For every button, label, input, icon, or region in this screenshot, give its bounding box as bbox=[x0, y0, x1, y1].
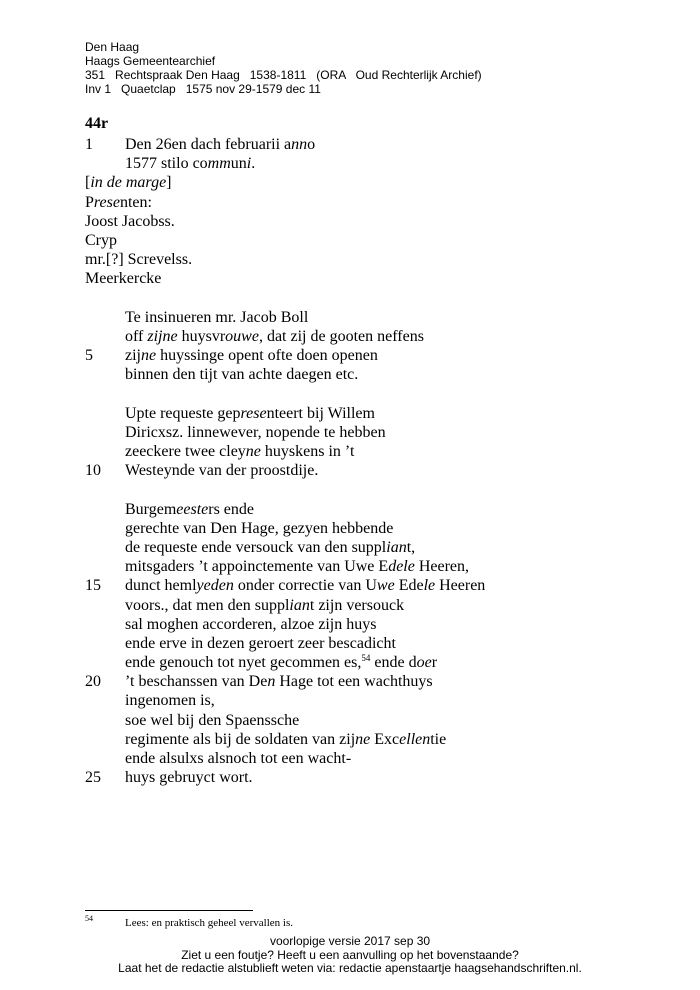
text-segment: Diricxsz. linnewever, nopende te hebben bbox=[125, 423, 386, 441]
text-segment: Ede bbox=[394, 577, 424, 595]
text-segment: Cryp bbox=[85, 231, 117, 249]
expanded-abbreviation: ne bbox=[355, 730, 371, 748]
text-segment: binnen den tijt van achte daegen etc. bbox=[125, 366, 359, 384]
expanded-abbreviation: nn bbox=[291, 136, 308, 153]
expanded-abbreviation: dele bbox=[388, 558, 415, 576]
text-segment: onder correctie van U bbox=[233, 577, 377, 595]
expanded-abbreviation: ian bbox=[386, 538, 407, 556]
text-segment: voors., dat men den suppl bbox=[125, 596, 290, 614]
text-segment: tie bbox=[430, 730, 447, 748]
text-segment: rs ende bbox=[208, 500, 255, 518]
footer-contact: Laat het de redactie alstublieft weten via: redactie apenstaartje haagsehandschriften.nl. bbox=[118, 961, 582, 975]
line-text bbox=[125, 327, 424, 346]
line-text bbox=[125, 730, 446, 749]
text-segment: Joost Jacobss. bbox=[85, 212, 175, 230]
text-segment: zij bbox=[125, 347, 141, 365]
line-text bbox=[125, 615, 376, 634]
text-segment: ende alsulxs alsnoch tot een wacht- bbox=[125, 750, 352, 767]
text-segment: t zijn versouck bbox=[309, 596, 405, 614]
text-segment: r bbox=[431, 654, 438, 672]
line-text bbox=[125, 154, 255, 173]
line-text bbox=[125, 423, 386, 442]
text-segment: ende genouch tot nyet gecommen es, bbox=[125, 654, 362, 672]
line-number: 20 bbox=[85, 673, 101, 691]
line-text bbox=[125, 365, 358, 384]
text-segment: un bbox=[230, 155, 247, 173]
text-segment: sal moghen accorderen, alzoe zijn huys bbox=[125, 615, 377, 633]
line-text bbox=[125, 596, 404, 615]
text-segment: off bbox=[125, 327, 148, 345]
expanded-abbreviation: we bbox=[376, 577, 395, 595]
text-segment: nteert bij Willem bbox=[266, 404, 375, 422]
text-segment: mitsgaders ’t appoinctemente van Uwe E bbox=[125, 558, 389, 576]
line-text bbox=[125, 404, 375, 423]
line-text bbox=[125, 461, 318, 480]
footnote-number: 54 bbox=[85, 914, 93, 923]
text-segment: , dat zij de gooten neffens bbox=[258, 327, 424, 345]
line-text bbox=[125, 346, 378, 365]
expanded-abbreviation: n bbox=[267, 673, 276, 691]
line-text bbox=[125, 500, 254, 519]
text-segment: ’t beschanssen van De bbox=[125, 673, 268, 691]
line-number: 25 bbox=[85, 769, 101, 787]
line-text bbox=[125, 557, 469, 576]
line-text bbox=[85, 193, 152, 212]
expanded-abbreviation: rese bbox=[93, 193, 120, 211]
expanded-abbreviation: rese bbox=[240, 404, 267, 422]
line-text bbox=[125, 768, 253, 787]
text-segment: de requeste ende versouck van den suppl bbox=[125, 538, 387, 556]
text-segment: [ bbox=[85, 174, 91, 192]
line-text bbox=[125, 653, 437, 672]
expanded-abbreviation: in de marge bbox=[90, 174, 167, 192]
expanded-abbreviation: ne bbox=[141, 347, 157, 365]
text-segment: t, bbox=[406, 538, 416, 556]
line-text bbox=[125, 576, 485, 595]
expanded-abbreviation: yeden bbox=[196, 577, 234, 595]
text-segment: huys gebruyct wort. bbox=[125, 769, 253, 787]
expanded-abbreviation: ne bbox=[245, 443, 261, 460]
text-segment: Upte requeste gep bbox=[125, 404, 241, 422]
header-archive: Haags Gemeentearchief bbox=[85, 54, 216, 68]
text-segment: Meerkercke bbox=[85, 270, 162, 288]
expanded-abbreviation: i bbox=[246, 155, 252, 173]
folio-number: 44r bbox=[85, 115, 109, 132]
footnote-ref: 54 bbox=[361, 653, 371, 664]
text-segment: huysvr bbox=[177, 327, 226, 345]
header-inventory: Inv 1 Quaetclap 1575 nov 29-1579 dec 11 bbox=[85, 82, 321, 96]
page-footer bbox=[0, 935, 700, 976]
line-number: 15 bbox=[85, 577, 101, 595]
expanded-abbreviation: le bbox=[423, 577, 436, 595]
line-text bbox=[125, 672, 433, 691]
line-number: 1 bbox=[85, 136, 93, 153]
text-segment: regimente als bij de soldaten van zij bbox=[125, 730, 356, 748]
line-text bbox=[125, 691, 215, 710]
text-segment: ende d bbox=[370, 654, 417, 672]
text-segment: Exc bbox=[370, 730, 400, 748]
text-segment: Te insinueren mr. Jacob Boll bbox=[125, 308, 309, 326]
line-text bbox=[85, 212, 175, 231]
line-text bbox=[85, 250, 192, 269]
text-segment: Heeren, bbox=[414, 558, 470, 576]
line-text bbox=[125, 135, 315, 154]
expanded-abbreviation: oe bbox=[416, 654, 432, 672]
expanded-abbreviation: eeste bbox=[176, 500, 209, 518]
text-segment: dunct heml bbox=[125, 577, 197, 595]
text-segment: ende erve in dezen geroert zeer bescadicht bbox=[125, 634, 396, 652]
archive-header bbox=[85, 40, 482, 96]
text-segment: nten: bbox=[119, 193, 152, 211]
text-segment: o bbox=[307, 136, 316, 153]
text-segment: huyskens in ’t bbox=[260, 443, 355, 460]
line-text bbox=[125, 308, 308, 327]
expanded-abbreviation: ian bbox=[289, 596, 310, 614]
line-text bbox=[125, 749, 351, 768]
footnote-divider bbox=[85, 910, 253, 911]
text-segment: . bbox=[251, 155, 256, 173]
footer-question: Ziet u een foutje? Heeft u een aanvulling op het bovenstaande? bbox=[181, 947, 519, 962]
text-segment: gerechte van Den Hage, gezyen hebbende bbox=[125, 519, 394, 537]
header-city: Den Haag bbox=[85, 40, 140, 54]
expanded-abbreviation: ouwe bbox=[225, 327, 259, 345]
expanded-abbreviation: mm bbox=[207, 155, 231, 173]
text-segment: Heeren bbox=[435, 577, 486, 595]
text-segment: Westeynde van der proostdije. bbox=[125, 462, 319, 480]
line-text bbox=[85, 231, 117, 250]
line-text bbox=[125, 634, 396, 653]
text-segment: soe wel bij den Spaenssche bbox=[125, 711, 300, 729]
footer-version: voorlopige versie 2017 sep 30 bbox=[269, 934, 431, 948]
line-text bbox=[85, 173, 172, 192]
text-segment: 1577 stilo co bbox=[125, 155, 208, 173]
text-segment: ] bbox=[166, 174, 172, 192]
expanded-abbreviation: zijne bbox=[147, 327, 178, 345]
line-number: 10 bbox=[85, 462, 101, 480]
text-segment: P bbox=[85, 193, 94, 211]
text-segment: Burgem bbox=[125, 500, 177, 518]
line-text bbox=[125, 442, 354, 461]
footnote-text: Lees: en praktisch geheel vervallen is. bbox=[125, 917, 293, 929]
expanded-abbreviation: ellen bbox=[399, 730, 431, 748]
text-segment: huyssinge opent ofte doen openen bbox=[156, 347, 378, 365]
text-segment: ingenomen is, bbox=[125, 692, 215, 710]
line-text bbox=[85, 269, 161, 288]
line-text bbox=[125, 711, 299, 730]
header-collection: 351 Rechtspraak Den Haag 1538-1811 (ORA Oud Rechterlijk Archief) bbox=[85, 68, 482, 82]
text-segment: Den 26en dach februarii a bbox=[125, 136, 292, 153]
text-segment: zeeckere twee cley bbox=[125, 443, 246, 460]
text-segment: mr.[?] Screvelss. bbox=[85, 251, 193, 269]
text-segment: Hage tot een wachthuys bbox=[275, 673, 433, 691]
line-text bbox=[125, 519, 393, 538]
line-text bbox=[125, 538, 415, 557]
line-number: 5 bbox=[85, 347, 93, 365]
